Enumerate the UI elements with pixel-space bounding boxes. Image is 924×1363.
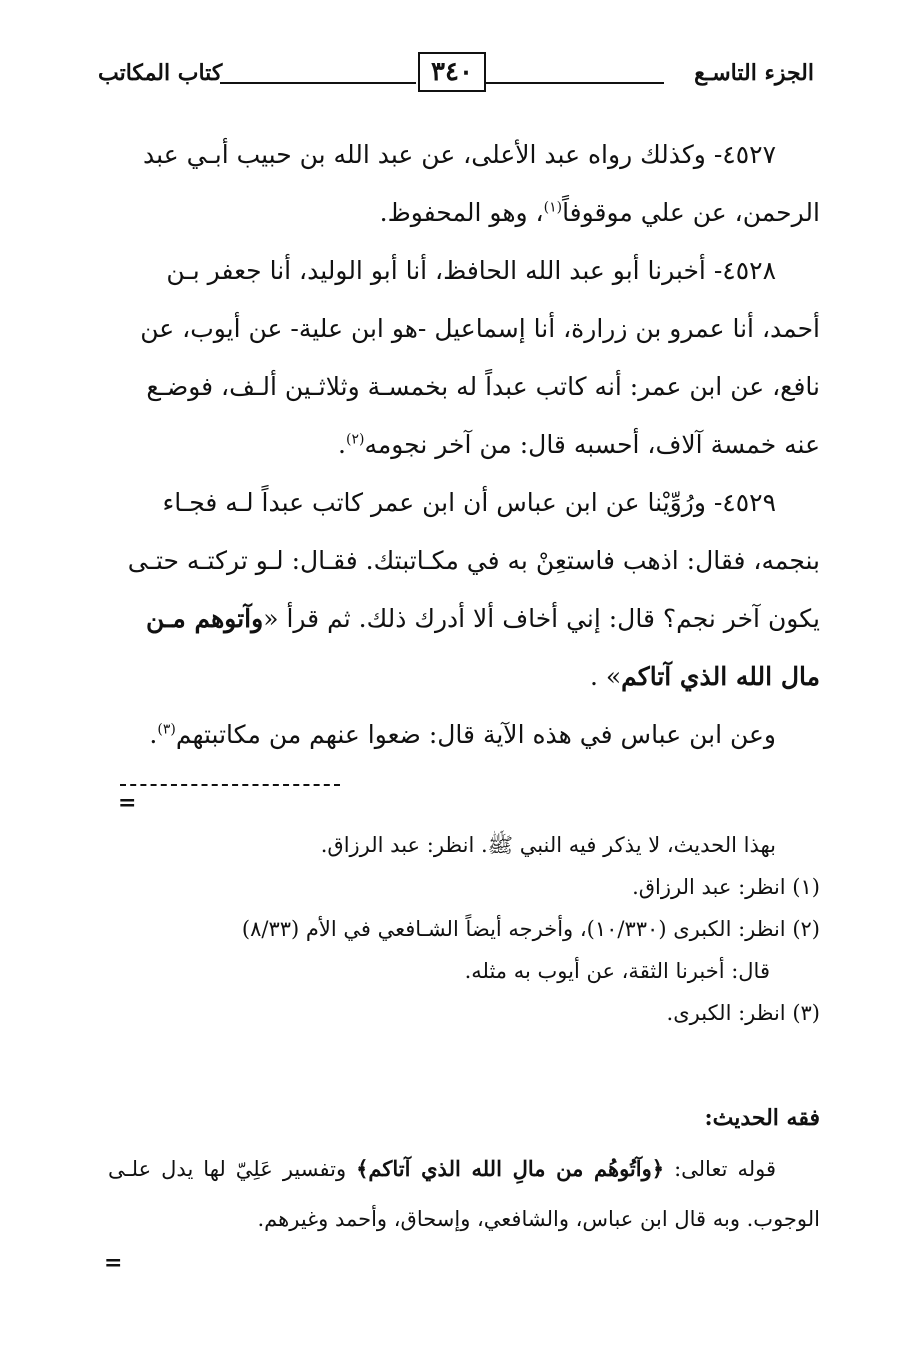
footnotes <box>108 824 820 1034</box>
ibn-abbas-paragraph <box>108 706 820 764</box>
fiqh-body-start: قوله تعالى: <box>664 1157 777 1181</box>
footnote-continuation: بهذا الحديث، لا يذكر فيه النبي ﷺ. انظر: عبد الرزاق. <box>320 833 776 857</box>
main-text <box>108 126 820 764</box>
quran-quote: وآتوهم مـن مال الله الذي آتاكم <box>146 604 820 691</box>
ibn-abbas-text: وعن ابن عباس في هذه الآية قال: ضعوا عنهم من مكاتبتهم <box>175 720 776 749</box>
continuation-mark-top: = <box>118 790 137 816</box>
header-rule-left <box>220 82 416 84</box>
running-header <box>98 52 814 96</box>
hadith-4527 <box>108 126 820 242</box>
fiqh-heading: فقه الحديث: <box>704 1105 820 1131</box>
hadith-4529 <box>108 474 820 706</box>
ibn-abbas-end: . <box>149 720 158 749</box>
hadith-4528-end: . <box>338 430 346 459</box>
part-label: الجزء التاسـع <box>694 60 814 86</box>
hadith-4529-text: ٤٥٢٩- ورُوِّيْنا عن ابن عباس أن ابن عمر كاتب عبداً لـه فجـاء بنجمه، فقال: اذهب فاستعِنْ به في مكـاتبتك. فقـال: لـو تركتـه حتـى يكون آخر نجم؟ قال: إني أخاف ألا أدرك ذلك. ثم قرأ « <box>127 488 820 633</box>
footnote-ref-3[interactable]: (٣) <box>157 721 176 738</box>
footnote-ref-1[interactable]: (١) <box>543 199 563 216</box>
footnote-3: (٣) انظر: الكبرى. <box>666 1001 820 1025</box>
hadith-4527-end: ، وهو المحفوظ. <box>379 198 544 227</box>
hadith-4528 <box>108 242 820 474</box>
header-rule-right <box>484 82 664 84</box>
continuation-mark-bottom: = <box>104 1250 123 1276</box>
fiqh-body-end: وتفسير عَلِيّ لها يدل علـى الوجوب. وبه قال ابن عباس، والشافعي، وإسحاق، وأحمد وغيرهم. <box>108 1157 820 1231</box>
footnote-1: (١) انظر: عبد الرزاق. <box>632 875 820 899</box>
fiqh-section <box>108 1098 820 1244</box>
book-label: كتاب المكاتب <box>98 60 223 86</box>
footnote-2: (٢) انظر: الكبرى (١٠/٣٣٠)، وأخرجه أيضاً الشـافعي في الأم (٨/٣٣) <box>241 917 820 941</box>
fiqh-body <box>108 1144 820 1244</box>
fiqh-quran-quote: ﴿وآتُوهُم من مالِ الله الذي آتاكم﴾ <box>356 1156 665 1181</box>
hadith-4529-end: » . <box>589 662 622 691</box>
page-number: ٣٤٠ <box>418 52 486 92</box>
footnote-divider <box>120 784 340 786</box>
footnote-2-continuation: قال: أخبرنا الثقة، عن أيوب به مثله. <box>464 959 770 983</box>
hadith-4528-text: ٤٥٢٨- أخبرنا أبو عبد الله الحافظ، أنا أبو الوليد، أنا جعفر بـن أحمد، أنا عمرو بن زرارة، أنا إسماعيل -هو ابن علية- عن أيوب، عن نافع، عن ابن عمر: أنه كاتب عبداً له بخمسـة وثلاثـين ألـف، فوضـع عنه خمسة آلاف، أحسبه قال: من آخر نجومه <box>140 256 820 459</box>
footnote-ref-2[interactable]: (٢) <box>346 431 365 448</box>
hadith-4527-text: ٤٥٢٧- وكذلك رواه عبد الأعلى، عن عبد الله بن حبيب أبـي عبد الرحمن، عن علي موقوفاً <box>143 140 820 227</box>
